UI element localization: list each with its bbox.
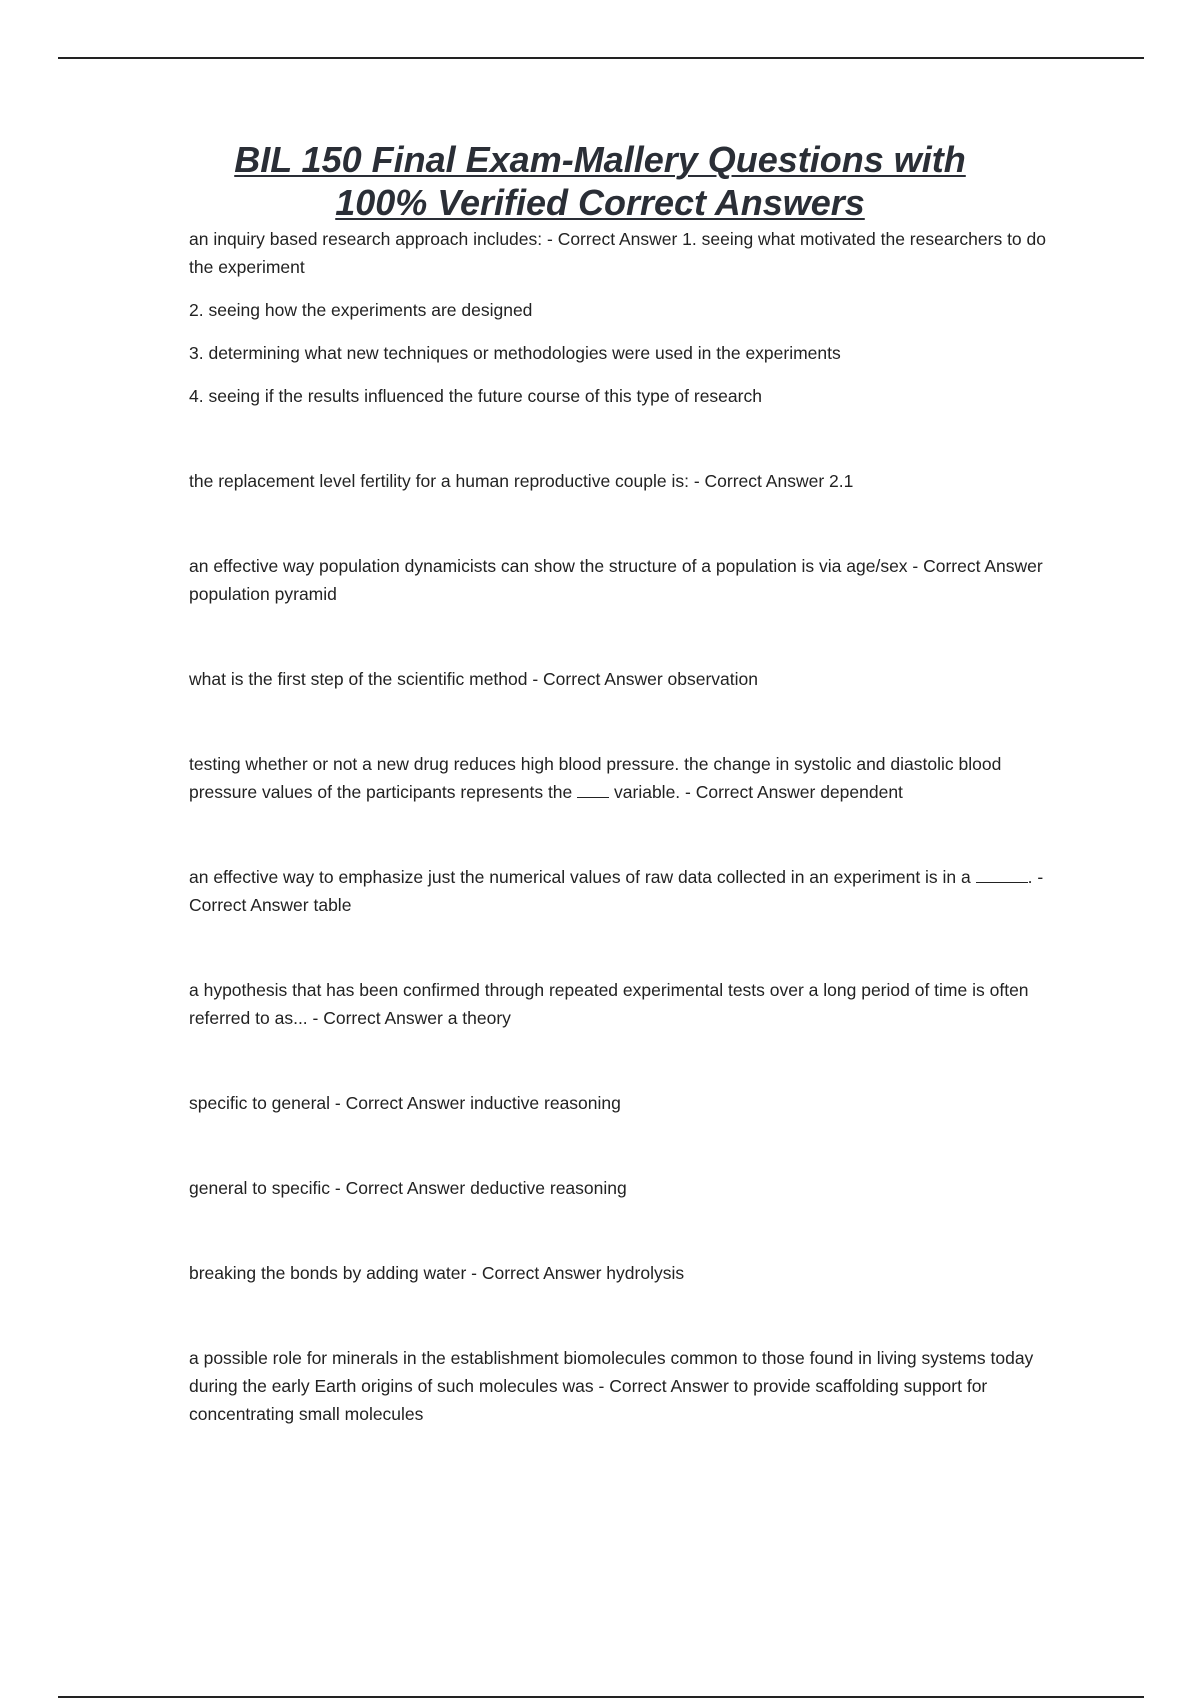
- top-rule: [58, 57, 1144, 59]
- qa-entry: [189, 863, 1069, 919]
- qa-entry: breaking the bonds by adding water - Correct Answer hydrolysis: [189, 1263, 685, 1283]
- qa-entry: a possible role for minerals in the establishment biomolecules common to those found in living systems today during the early Earth origins of such molecules was - Correct Answer to provide scaffolding support for concentrating small molecules: [189, 1348, 1034, 1424]
- qa-text: variable. - Correct Answer dependent: [614, 782, 903, 802]
- qa-entry: 3. determining what new techniques or methodologies were used in the experiments: [189, 343, 841, 363]
- qa-entry: [189, 750, 1069, 806]
- qa-entry: 4. seeing if the results influenced the future course of this type of research: [189, 386, 762, 406]
- qa-entry: specific to general - Correct Answer inductive reasoning: [189, 1093, 621, 1113]
- qa-entry: the replacement level fertility for a human reproductive couple is: - Correct Answer 2.1: [189, 471, 854, 491]
- qa-text: testing whether or not a new drug reduces high blood pressure. the change in systolic and diastolic blood pressure values of the participants represents the: [189, 754, 1002, 802]
- qa-text: an effective way to emphasize just the numerical values of raw data collected in an experiment is in a: [189, 867, 971, 887]
- qa-entry: a hypothesis that has been confirmed through repeated experimental tests over a long period of time is often referred to as... - Correct Answer a theory: [189, 980, 1029, 1028]
- qa-entry: an inquiry based research approach includes: - Correct Answer 1. seeing what motivated the researchers to do the experiment: [189, 229, 1046, 277]
- answer-blank: [577, 783, 609, 798]
- qa-entry: general to specific - Correct Answer deductive reasoning: [189, 1178, 627, 1198]
- title-line-2: 100% Verified Correct Answers: [335, 182, 865, 223]
- qa-entry: what is the first step of the scientific method - Correct Answer observation: [189, 669, 758, 689]
- document-title: [60, 138, 1140, 224]
- qa-text: . - Correct Answer table: [189, 867, 1044, 915]
- qa-list: [189, 225, 1069, 1428]
- bottom-rule: [58, 1696, 1144, 1698]
- title-line-1: BIL 150 Final Exam-Mallery Questions with: [234, 139, 966, 180]
- qa-entry: an effective way population dynamicists can show the structure of a population is via age/sex - Correct Answer population pyramid: [189, 556, 1043, 604]
- answer-blank: [976, 868, 1028, 883]
- qa-entry: 2. seeing how the experiments are designed: [189, 300, 533, 320]
